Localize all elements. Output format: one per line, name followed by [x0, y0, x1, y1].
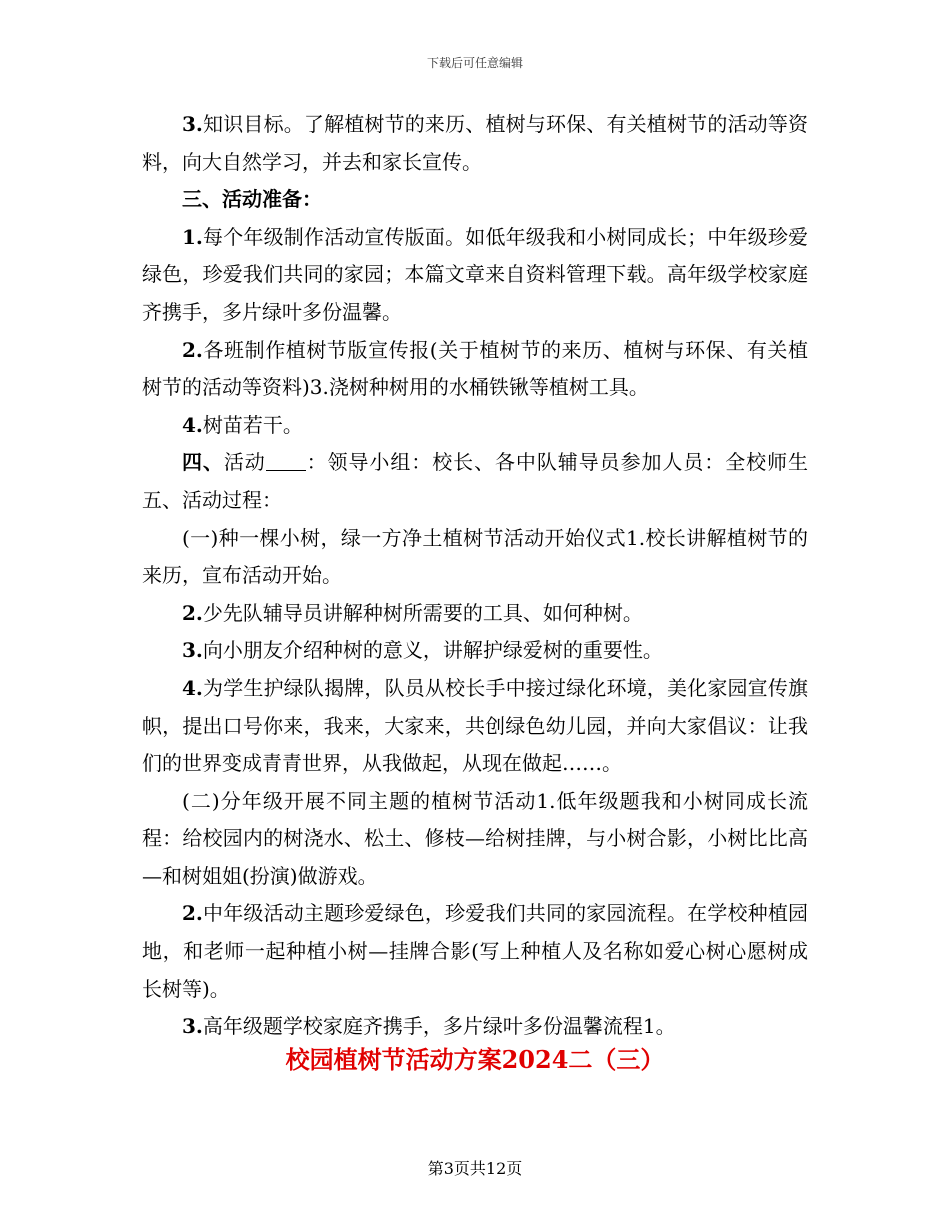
paragraph: 2.中年级活动主题珍爱绿色，珍爱我们共同的家园流程。在学校种植园地，和老师一起种植小树—挂牌合影(写上种植人及名称如爱心树心愿树成长树等)。 [142, 901, 808, 1001]
body-text [142, 106, 808, 1046]
paragraph: 4.树苗若干。 [182, 412, 303, 437]
paragraph: 3.高年级题学校家庭齐携手，多片绿叶多份温馨流程1。 [182, 1014, 676, 1039]
paragraph: 2.少先队辅导员讲解种树所需要的工具、如何种树。 [182, 600, 643, 625]
paragraph: 四、活动 ：领导小组：校长、各中队辅导员参加人员：全校师生五、活动过程： [142, 450, 809, 512]
paragraph: 3.向小朋友介绍种树的意义，讲解护绿爱树的重要性。 [182, 638, 663, 663]
blank-line [266, 452, 306, 471]
paragraph: 2.各班制作植树节版宣传报(关于植树节的来历、植树与环保、有关植树节的活动等资料)3.浇树种树用的水桶铁锹等植树工具。 [142, 337, 808, 400]
paragraph: 3.知识目标。了解植树节的来历、植树与环保、有关植树节的活动等资料，向大自然学习，并去和家长宣传。 [142, 112, 808, 174]
paragraph: 1.每个年级制作活动宣传版面。如低年级我和小树同成长；中年级珍爱绿色，珍爱我们共同的家园；本篇文章来自资料管理下载。高年级学校家庭齐携手，多片绿叶多份温馨。 [142, 224, 808, 324]
section-heading: 四、 [182, 450, 224, 475]
paragraph: (二)分年级开展不同主题的植树节活动1.低年级题我和小树同成长流程：给校园内的树浇水、松土、修枝—给树挂牌，与小树合影，小树比比高—和树姐姐(扮演)做游戏。 [142, 788, 808, 888]
paragraph: 4.为学生护绿队揭牌，队员从校长手中接过绿化环境，美化家园宣传旗帜，提出口号你来，我来，大家来，共创绿色幼儿园，并向大家倡议：让我们的世界变成青青世界，从我做起，从现在做起……。 [142, 675, 808, 776]
paragraph: (一)种一棵小树，绿一方净土植树节活动开始仪式1.校长讲解植树节的来历，宣布活动开始。 [142, 525, 808, 588]
section-heading: 三、活动准备： [182, 187, 322, 212]
header-note: 下载后可任意编辑 [426, 56, 523, 70]
page-footer: 第3页共12页 [427, 1159, 523, 1178]
next-section-title: 校园植树节活动方案2024二（三） [285, 1045, 665, 1074]
